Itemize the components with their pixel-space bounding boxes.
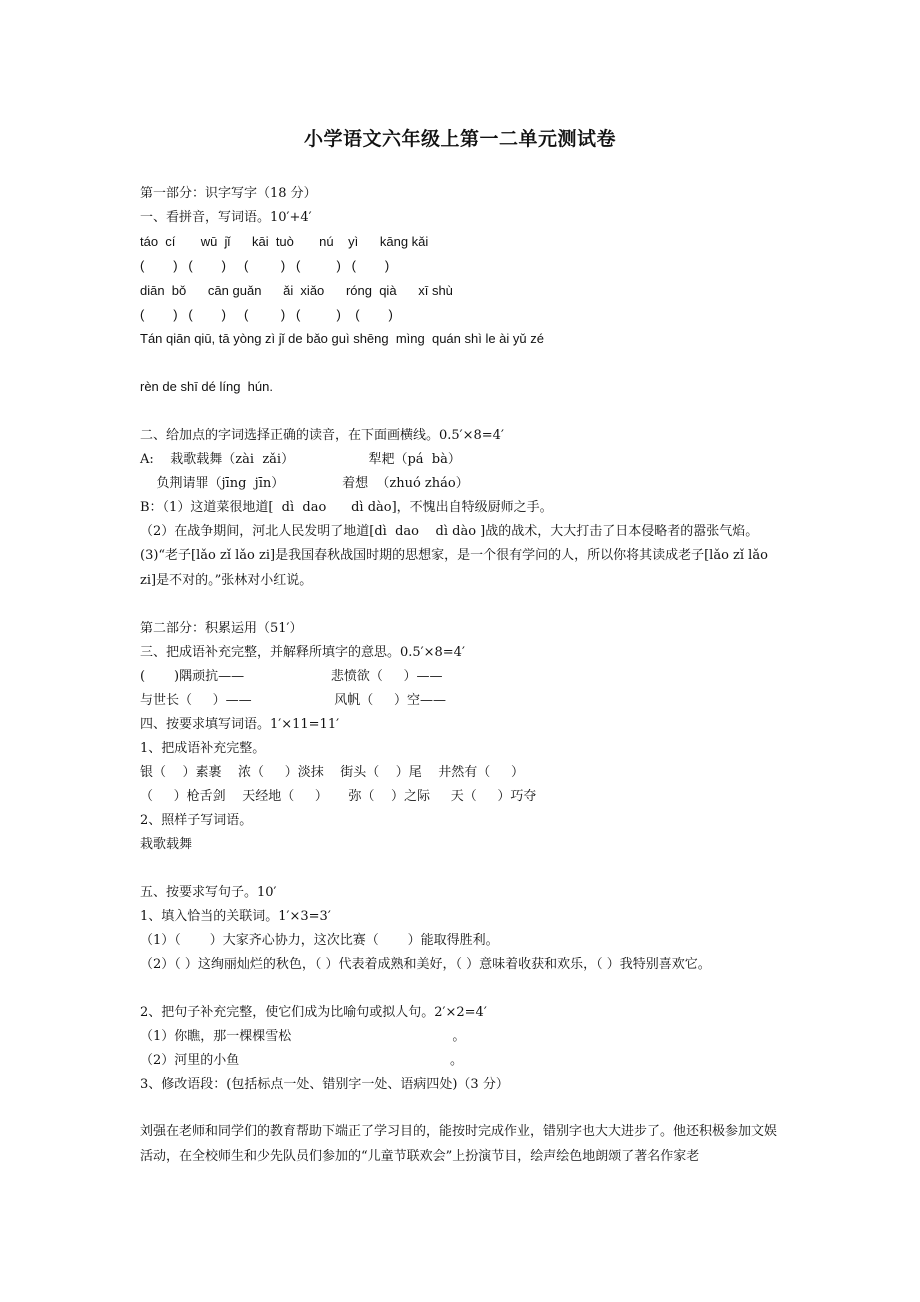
q5-sub-3: 3、修改语段：(包括标点一处、错别字一处、语病四处)（3 分） [140,1077,509,1092]
q5-heading: 五、按要求写句子。10′ [140,885,277,900]
q4-line-1: 银（ ）素裹 浓（ ）淡抹 街头（ ）尾 井然有（ ） [140,765,524,780]
blanks-row-1: ( ) ( ) ( ) ( ) ( ) [140,258,390,273]
q2-a-line-2: 负荆请罪（jīng jīn） 着想 （zhuó zháo） [140,476,469,491]
pinyin-row-2: diān bǒ cān guǎn ǎi xiǎo róng qià xī shù [140,283,453,298]
q2-a-line-1: A: 栽歌载舞（zài zǎi） 犁耙（pá bà） [140,452,461,467]
q4-sub-2: 2、照样子写词语。 [140,813,253,828]
pinyin-sentence-line-2: rèn de shī dé líng hún. [140,379,273,394]
q4-heading: 四、按要求填写词语。1′×11=11′ [140,717,340,732]
pinyin-row-1: táo cí wū jǐ kāi tuò nú yì kāng kǎi [140,234,429,249]
q2-b-2: （2）在战争期间，河北人民发明了地道[dì dao dì dào ]战的战术，大大打击了日本侵略者的嚣张气焰。 [140,524,759,539]
q3-line-2: 与世长（ ）—— 风帆（ ）空—— [140,693,446,708]
q5-sub-1: 1、填入恰当的关联词。1′×3=3′ [140,909,331,924]
q5-item-4: （2）河里的小鱼 。 [140,1053,464,1068]
page-title: 小学语文六年级上第一二单元测试卷 [303,128,616,150]
part1-heading: 第一部分：识字写字（18 分） [140,186,317,201]
q3-heading: 三、把成语补充完整，并解释所填字的意思。0.5′×8=4′ [140,645,465,660]
part2-heading: 第二部分：积累运用（51′） [140,621,303,636]
q4-example: 栽歌载舞 [140,837,193,852]
q3-line-1: ( )隅顽抗—— 悲愤欲（ ）—— [140,669,443,684]
correction-paragraph: 刘强在老师和同学们的教育帮助下端正了学习目的，能按时完成作业，错别字也大大进步了。他还积极参加文娱活动，在全校师生和少先队员们参加的“儿童节联欢会”上扮演节目，绘声绘色地朗颂了著名作家老 [140,1124,778,1164]
q5-item-2: （2）（ ）这绚丽灿烂的秋色，（ ）代表着成熟和美好，（ ）意味着收获和欢乐，（ ）我特别喜欢它。 [140,957,711,972]
q4-sub-1: 1、把成语补充完整。 [140,741,266,756]
q5-item-1: （1）（ ）大家齐心协力，这次比赛（ ）能取得胜利。 [140,933,499,948]
q2-b-3: (3)“老子[lǎo zǐ lǎo zi]是我国春秋战国时期的思想家，是一个很有学问的人，所以你将其读成老子[lǎo zǐ lǎo zi]是不对的。”张林对小红说。 [140,548,768,588]
q2-b-1: B：（1）这道菜很地道[ dì dao dì dào]，不愧出自特级厨师之手。 [140,500,553,515]
q5-item-3: （1）你瞧，那一棵棵雪松 。 [140,1029,466,1044]
blanks-row-2: ( ) ( ) ( ) ( ) ( ) [140,307,393,322]
q1-heading: 一、看拼音，写词语。10′+4′ [140,210,312,225]
q4-line-2: （ ）枪舌剑 天经地（ ） 弥（ ）之际 天（ ）巧夺 [140,789,537,804]
q2-heading: 二、给加点的字词选择正确的读音，在下面画横线。0.5′×8=4′ [140,428,504,443]
pinyin-sentence-line-1: Tán qiān qiū, tā yòng zì jǐ de bǎo guì shēng mìng quán shì le ài yǔ zé [140,331,544,346]
q5-sub-2: 2、把句子补充完整，使它们成为比喻句或拟人句。2′×2=4′ [140,1005,487,1020]
